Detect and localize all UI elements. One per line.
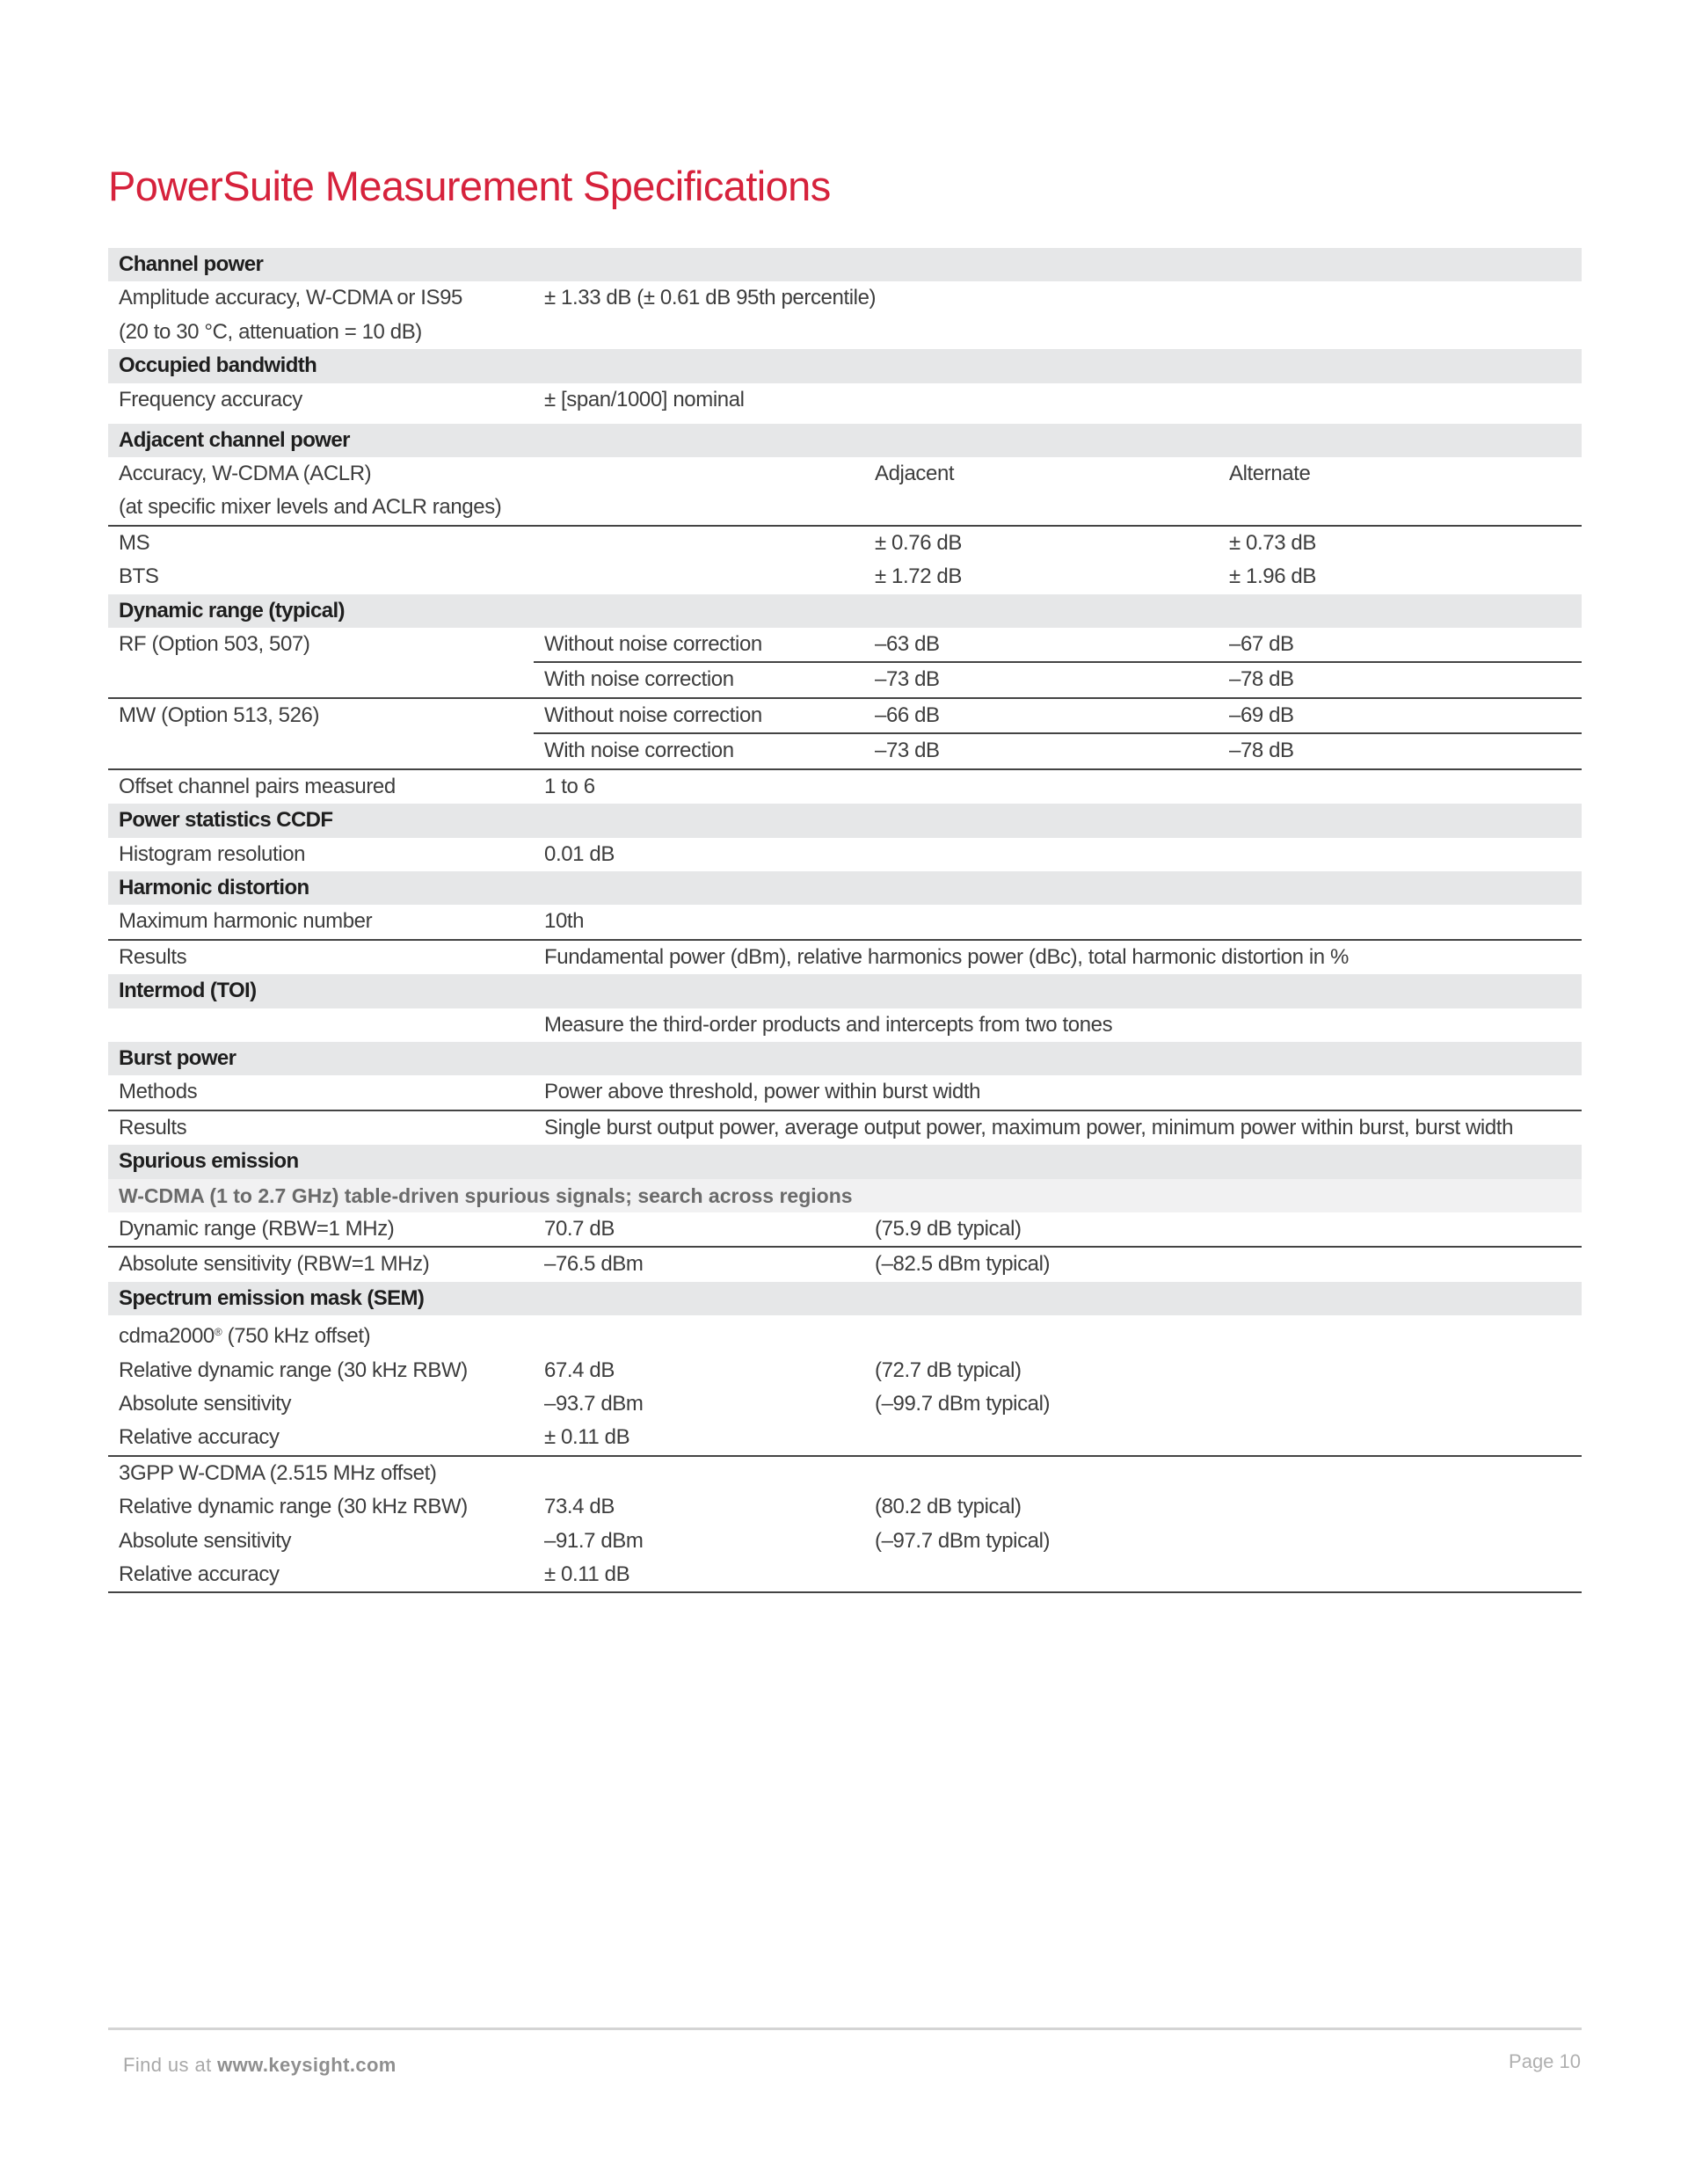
table-row: Absolute sensitivity –93.7 dBm (–99.7 dBm typical) bbox=[119, 1392, 1051, 1416]
column-header-adjacent: Adjacent bbox=[864, 457, 1219, 526]
row-label: Frequency accuracy bbox=[119, 387, 302, 411]
sem-group-3gpp-wcdma: 3GPP W-CDMA (2.515 MHz offset) bbox=[119, 1460, 437, 1485]
spec-table bbox=[108, 248, 1582, 1593]
table-row: Absolute sensitivity (RBW=1 MHz) –76.5 dBm (–82.5 dBm typical) bbox=[119, 1252, 1051, 1277]
table-row bbox=[108, 383, 1582, 424]
table-row: Relative dynamic range (30 kHz RBW) 67.4 dB (72.7 dB typical) bbox=[119, 1358, 1022, 1382]
section-header-channel-power: Channel power bbox=[108, 248, 1582, 281]
row-value: ± [span/1000] nominal bbox=[544, 387, 745, 411]
table-row: With noise correction –73 dB –78 dB bbox=[108, 733, 1582, 768]
table-row: Results Single burst output power, average output power, maximum power, minimum power within burst, burst width bbox=[119, 1115, 1514, 1139]
section-header-harmonic-distortion: Harmonic distortion bbox=[108, 871, 1582, 905]
table-row: Relative dynamic range (30 kHz RBW) 73.4 dB (80.2 dB typical) bbox=[119, 1495, 1022, 1519]
table-row bbox=[108, 281, 1582, 349]
table-row: With noise correction –73 dB –78 dB bbox=[108, 662, 1582, 697]
footer-url-link[interactable]: www.keysight.com bbox=[217, 2054, 397, 2076]
table-row bbox=[108, 1315, 1582, 1353]
column-header-alternate: Alternate bbox=[1219, 457, 1582, 526]
row-value: ± 1.33 dB (± 0.61 dB 95th percentile) bbox=[544, 286, 877, 310]
sem-group-cdma2000: cdma2000® (750 kHz offset) bbox=[119, 1324, 371, 1349]
section-header-power-statistics: Power statistics CCDF bbox=[108, 804, 1582, 837]
table-row: BTS ± 1.72 dB ± 1.96 dB bbox=[119, 564, 1316, 589]
table-row: MS ± 0.76 dB ± 0.73 dB bbox=[119, 530, 1316, 555]
page-title: PowerSuite Measurement Specifications bbox=[108, 163, 831, 209]
table-row bbox=[108, 1456, 1582, 1490]
row-label: Amplitude accuracy, W-CDMA or IS95 (20 to 30 °C, attenuation = 10 dB) bbox=[119, 286, 462, 344]
table-row: Absolute sensitivity –91.7 dBm (–97.7 dBm typical) bbox=[119, 1528, 1051, 1553]
table-row: RF (Option 503, 507) Without noise correction –63 dB –67 dB bbox=[108, 628, 1582, 662]
table-row: MW (Option 513, 526) Without noise correction –66 dB –69 dB bbox=[108, 698, 1582, 733]
section-header-spurious-emission: Spurious emission bbox=[108, 1145, 1582, 1178]
section-header-burst-power: Burst power bbox=[108, 1042, 1582, 1075]
table-row: Offset channel pairs measured 1 to 6 bbox=[119, 774, 595, 798]
footer-find-us: Find us at www.keysight.com bbox=[123, 2054, 397, 2076]
table-row: Results Fundamental power (dBm), relative harmonics power (dBc), total harmonic distortion in % bbox=[119, 944, 1349, 969]
section-header-dynamic-range: Dynamic range (typical) bbox=[108, 594, 1582, 628]
table-row: Maximum harmonic number 10th bbox=[108, 905, 1582, 939]
footer-divider bbox=[108, 2027, 1582, 2030]
table-row bbox=[108, 457, 1582, 526]
section-header-occupied-bandwidth: Occupied bandwidth bbox=[108, 349, 1582, 382]
table-row: Histogram resolution 0.01 dB bbox=[119, 841, 615, 866]
table-row: Relative accuracy ± 0.11 dB bbox=[108, 1558, 1582, 1592]
section-header-adjacent-channel-power: Adjacent channel power bbox=[108, 424, 1582, 457]
row-label: Accuracy, W-CDMA (ACLR) (at specific mixer levels and ACLR ranges) bbox=[108, 457, 534, 526]
table-row: Dynamic range (RBW=1 MHz) 70.7 dB (75.9 dB typical) bbox=[108, 1212, 1582, 1247]
section-header-intermod: Intermod (TOI) bbox=[108, 974, 1582, 1008]
table-row: Relative accuracy ± 0.11 dB bbox=[108, 1421, 1582, 1455]
table-row: Measure the third-order products and intercepts from two tones bbox=[544, 1012, 1113, 1037]
page-number: Page 10 bbox=[1509, 2050, 1581, 2072]
table-row: Methods Power above threshold, power within burst width bbox=[108, 1075, 1582, 1110]
section-header-sem: Spectrum emission mask (SEM) bbox=[108, 1282, 1582, 1315]
section-subheader-wcdma: W-CDMA (1 to 2.7 GHz) table-driven spurious signals; search across regions bbox=[108, 1179, 1582, 1212]
